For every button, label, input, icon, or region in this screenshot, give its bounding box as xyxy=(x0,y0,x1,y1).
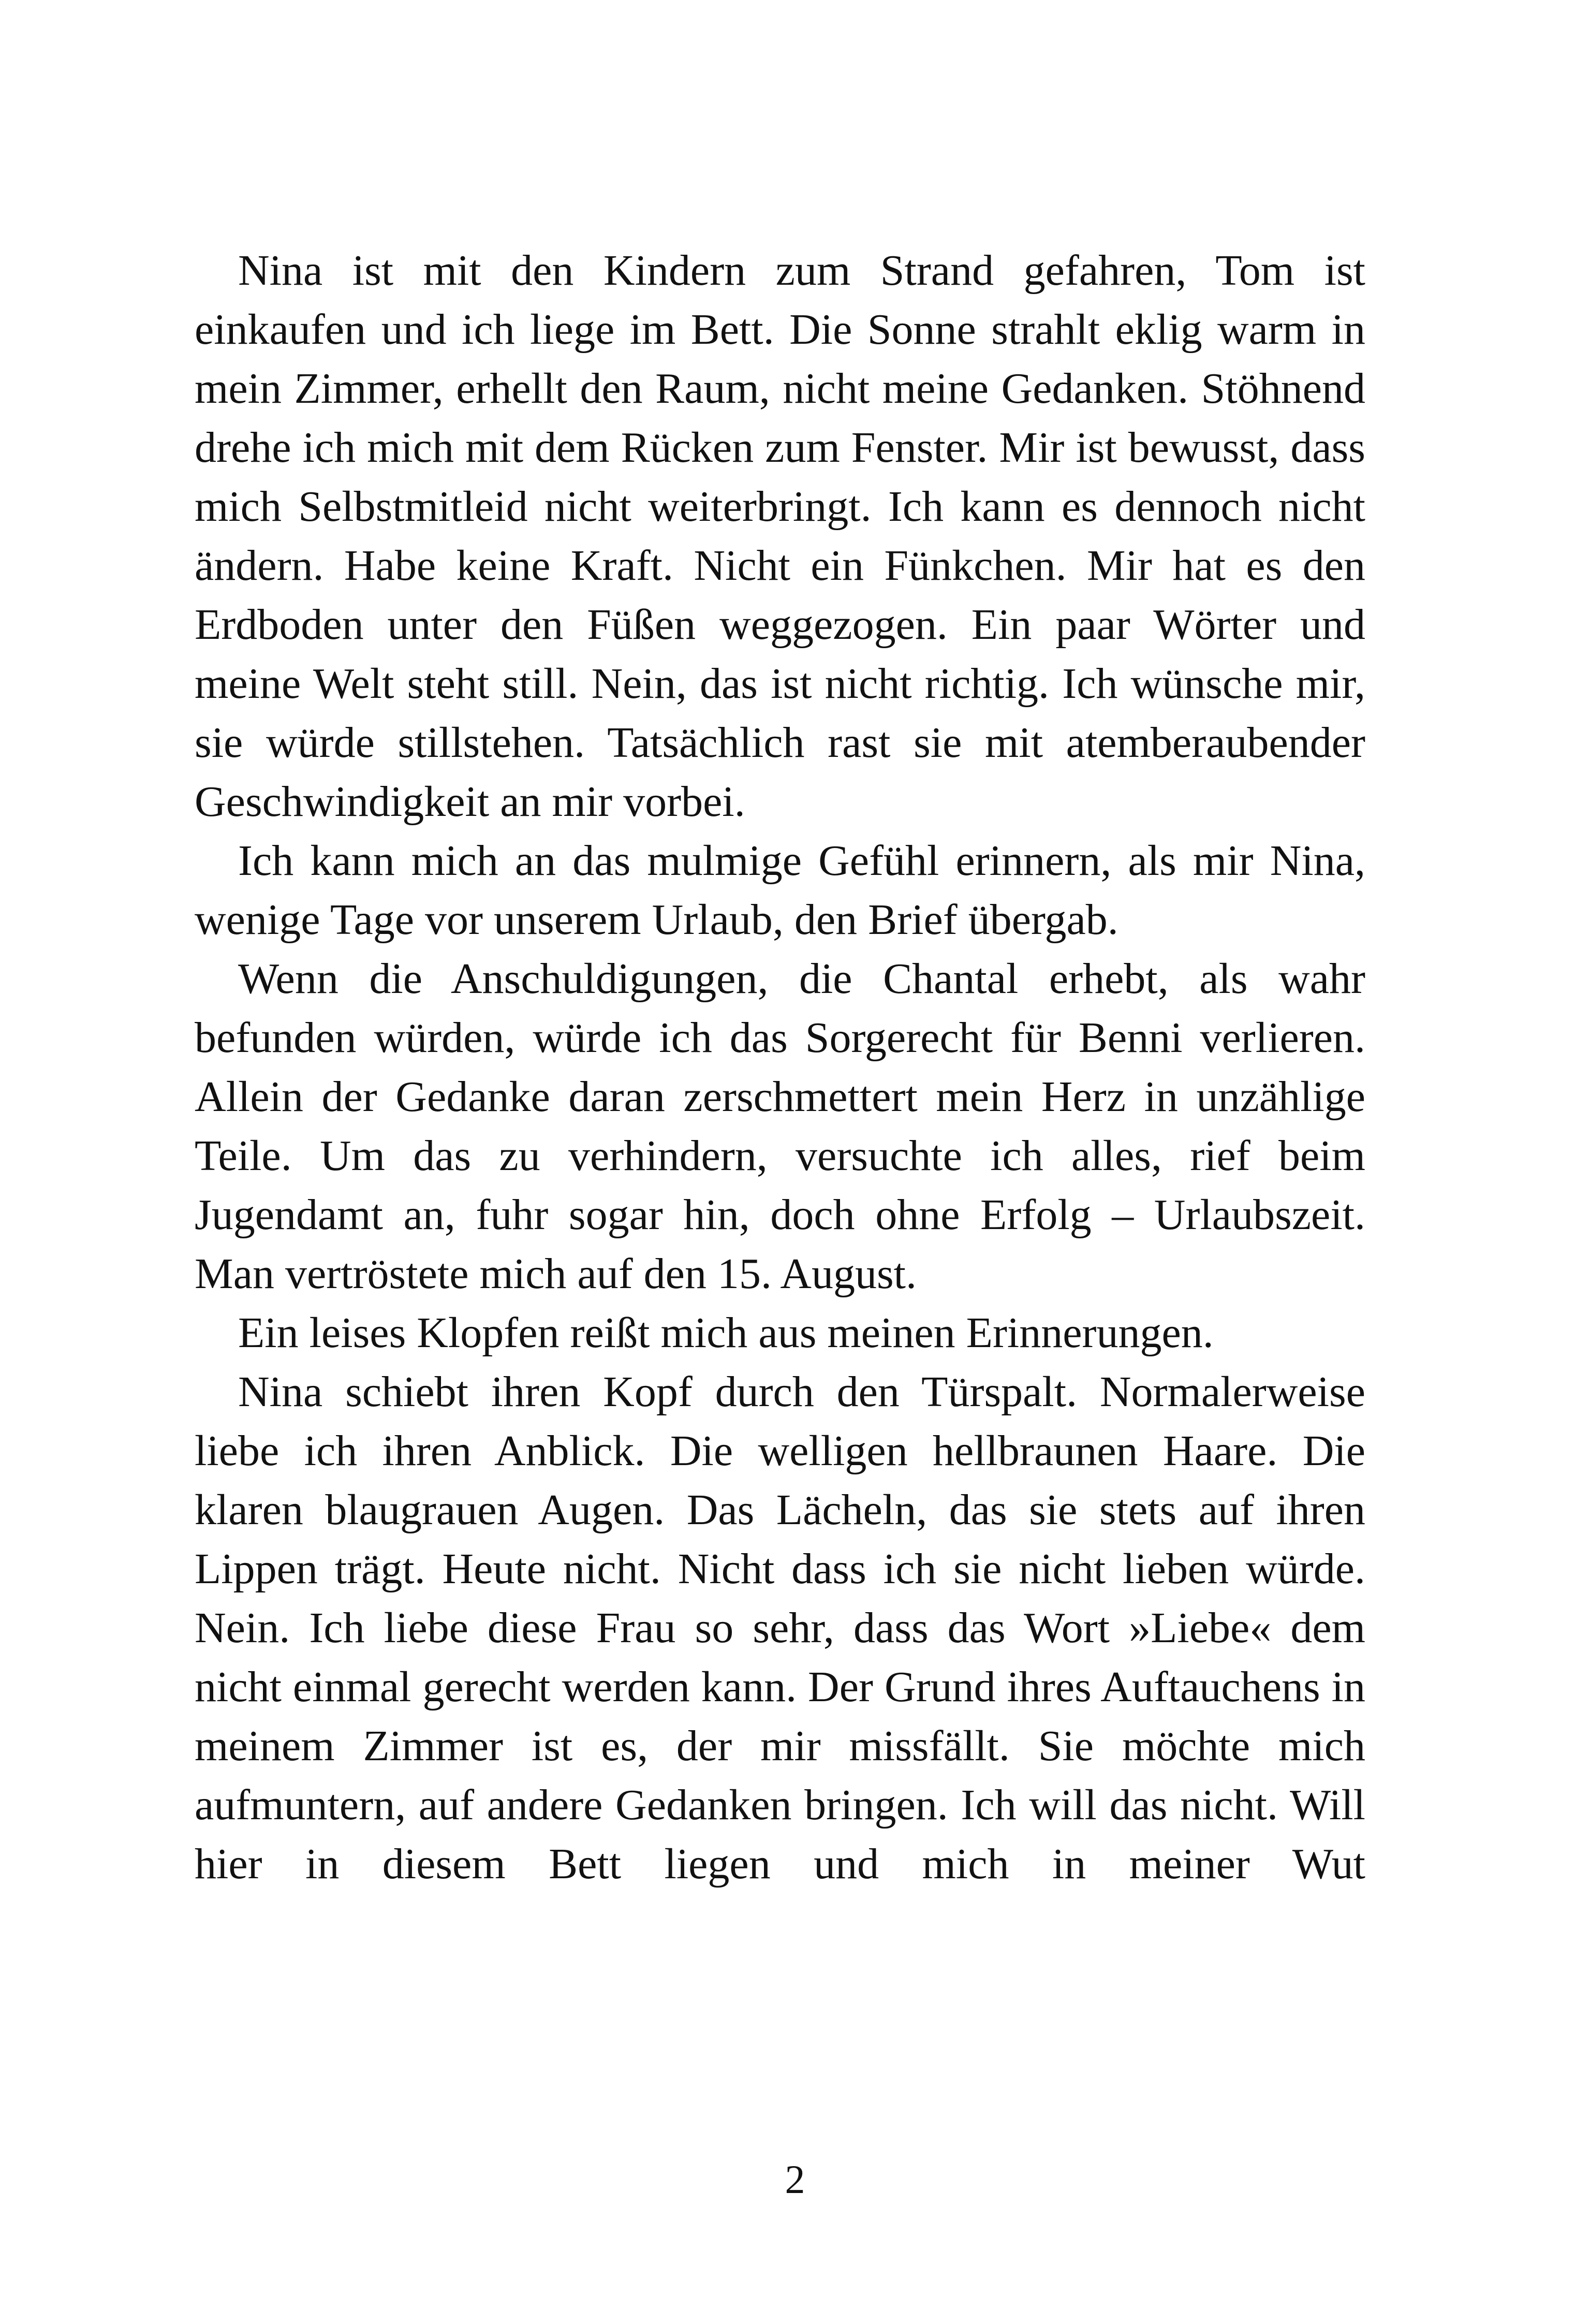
paragraph-4: Ein leises Klopfen reißt mich aus meinen Erinnerungen. xyxy=(238,1309,1214,1357)
paragraph-3: Wenn die Anschuldigungen, die Chantal erhebt, als wahr befunden würden, würde ich das Sorgerecht für Benni verlieren. Allein der Gedanke daran zerschmettert mein Herz in unzählige Teile. Um das zu verhindern, versuchte ich alles, rief beim Jugendamt an, fuhr sogar hin, doch ohne Erfolg – Urlaubszeit. Man vertröstete mich auf den 15. August. xyxy=(195,955,1365,1298)
body-text xyxy=(195,241,1365,1894)
paragraph-5: Nina schiebt ihren Kopf durch den Türspalt. Normalerweise liebe ich ihren Anblick. Die welligen hellbraunen Haare. Die klaren blaugrauen Augen. Das Lächeln, das sie stets auf ihren Lippen trägt. Heute nicht. Nicht dass ich sie nicht lieben würde. Nein. Ich liebe diese Frau so sehr, dass das Wort »Liebe« dem nicht einmal gerecht werden kann. Der Grund ihres Auftauchens in meinem Zimmer ist es, der mir missfällt. Sie möchte mich aufmuntern, auf andere Gedanken bringen. Ich will das nicht. Will hier in diesem Bett liegen und mich in meiner Wut xyxy=(195,1368,1365,1888)
page-number: 2 xyxy=(785,2157,805,2202)
paragraph-2: Ich kann mich an das mulmige Gefühl erinnern, als mir Nina, wenige Tage vor unserem Urlaub, den Brief übergab. xyxy=(195,837,1365,944)
paragraph-1: Nina ist mit den Kindern zum Strand gefahren, Tom ist einkaufen und ich liege im Bett. Die Sonne strahlt eklig warm in mein Zimmer, erhellt den Raum, nicht meine Gedanken. Stöhnend drehe ich mich mit dem Rücken zum Fenster. Mir ist bewusst, dass mich Selbstmitleid nicht weiterbringt. Ich kann es dennoch nicht ändern. Habe keine Kraft. Nicht ein Fünkchen. Mir hat es den Erdboden unter den Füßen weggezogen. Ein paar Wörter und meine Welt steht still. Nein, das ist nicht richtig. Ich wünsche mir, sie würde stillstehen. Tatsächlich rast sie mit atemberaubender Geschwindigkeit an mir vorbei. xyxy=(195,246,1365,826)
